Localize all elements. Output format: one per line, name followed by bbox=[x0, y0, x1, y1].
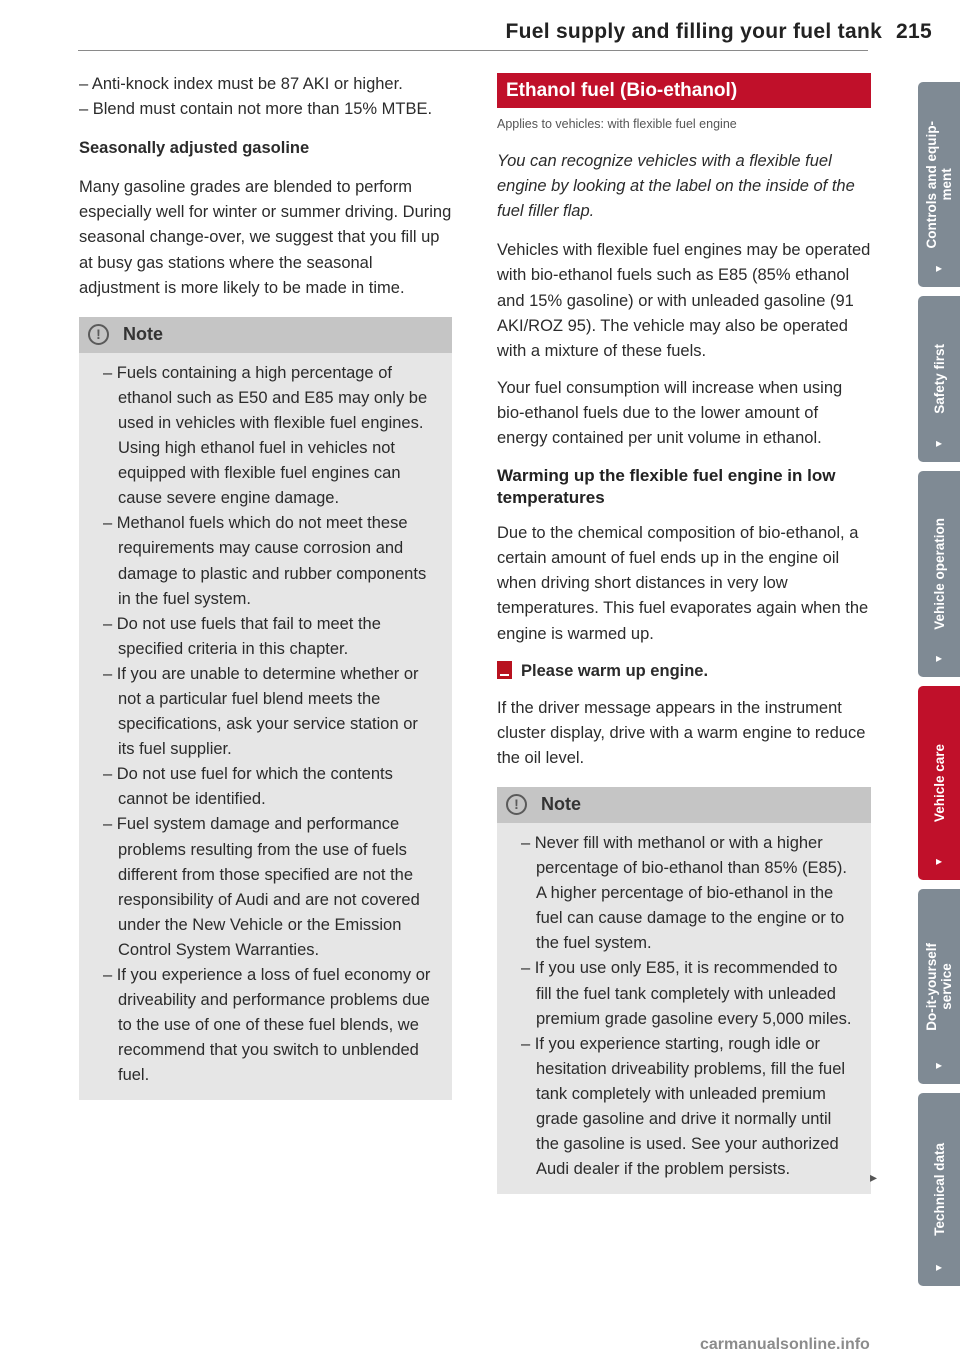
left-column bbox=[79, 72, 452, 1100]
chapter-tabs bbox=[918, 82, 960, 1295]
right-note-box bbox=[497, 787, 877, 1194]
tab-arrow-icon: ▸ bbox=[935, 651, 943, 665]
note-item: – Do not use fuels that fail to meet the specified criteria in this chapter. bbox=[103, 614, 381, 658]
note-item: – Fuels containing a high percentage of ethanol such as E50 and E85 may only be used in vehicles with flexible fuel engines. Using high ethanol fuel in vehicles not equipped with flexible fuel engines can cause severe engine damage. bbox=[103, 363, 428, 508]
paragraph: Vehicles with flexible fuel engines may be operated with bio-ethanol fuels such as E85 (85% ethanol and 15% gasoline) or with unleaded gasoline (91 AKI/ROZ 95). The vehicle may also be operated with a mixture of these fuels. bbox=[497, 241, 871, 360]
note-item: – If you experience starting, rough idle or hesitation driveability problems, fill the fuel tank completely with unleaded premium grade gasoline and drive it normally until the gasoline is used. See your authorized Audi dealer if the problem persists. bbox=[521, 1034, 846, 1179]
continue-arrow-icon: ▸ bbox=[869, 1169, 877, 1186]
note-item: – If you experience a loss of fuel economy or driveability and performance problems due to the use of one of these fuel blends, we recommend that you switch to unblended fuel. bbox=[103, 966, 431, 1085]
header-rule bbox=[78, 50, 868, 51]
driver-message bbox=[497, 659, 871, 684]
seasonal-text: Many gasoline grades are blended to perform especially well for winter or summer driving. During seasonal change-over, we suggest that you fill up at busy gas stations where the seasonal adjustment is more likely to be made in time. bbox=[79, 178, 452, 297]
note-item: – Methanol fuels which do not meet these requirements may cause corrosion and damage to plastic and rubber components in the fuel system. bbox=[103, 514, 427, 608]
note-item: – Never fill with methanol or with a higher percentage of bio-ethanol than 85% (E85). A higher percentage of bio-ethanol in the fuel can cause damage to the engine or to the fuel system. bbox=[521, 833, 847, 953]
note-item: – If you are unable to determine whether or not a particular fuel blend meets the specifications, ask your service station or its fuel supplier. bbox=[103, 664, 419, 759]
section-title: Ethanol fuel (Bio-ethanol) bbox=[497, 73, 871, 108]
tab-controls-and-equipment[interactable] bbox=[918, 82, 960, 287]
page-header bbox=[505, 20, 932, 44]
tab-label: Vehicle care bbox=[931, 743, 947, 823]
note-title: Note bbox=[123, 324, 163, 345]
warm-heading: Warming up the flexible fuel engine in low temperatures bbox=[497, 466, 836, 508]
note-title: Note bbox=[541, 794, 581, 815]
bullet-mtbe: – Blend must contain not more than 15% MTBE. bbox=[79, 100, 433, 119]
tab-label: Safety first bbox=[931, 344, 947, 414]
tab-arrow-icon: ▸ bbox=[935, 1260, 943, 1274]
tab-arrow-icon: ▸ bbox=[935, 854, 943, 868]
watermark: carmanualsonline.info bbox=[700, 1336, 870, 1353]
bullet-aki: – Anti-knock index must be 87 AKI or higher. bbox=[79, 75, 403, 93]
note-header bbox=[497, 787, 871, 823]
tab-arrow-icon: ▸ bbox=[935, 436, 943, 450]
header-title: Fuel supply and filling your fuel tank bbox=[505, 20, 883, 43]
page-number: 215 bbox=[896, 20, 932, 43]
tab-vehicle-operation[interactable] bbox=[918, 471, 960, 677]
tab-label: Vehicle operation bbox=[931, 518, 947, 630]
tab-do-it-yourself-service[interactable] bbox=[918, 889, 960, 1084]
note-item: – If you use only E85, it is recommended to fill the fuel tank completely with unleaded premium grade gasoline every 5,000 miles. bbox=[521, 959, 852, 1028]
tab-safety-first[interactable] bbox=[918, 296, 960, 462]
note-body bbox=[497, 823, 871, 1194]
driver-message-label: Please warm up engine. bbox=[521, 661, 709, 680]
note-item: – Fuel system damage and performance problems resulting from the use of fuels different from those specified are not the responsibility of Audi and are not covered under the New Vehicle or the Emission Control System Warranties. bbox=[103, 815, 420, 959]
tab-arrow-icon: ▸ bbox=[935, 1058, 943, 1072]
tab-label: Do-it-yourself service bbox=[924, 942, 954, 1031]
note-header bbox=[79, 317, 452, 353]
paragraph: If the driver message appears in the instrument cluster display, drive with a warm engine to reduce the oil level. bbox=[497, 698, 866, 767]
caution-icon: ! bbox=[88, 324, 109, 345]
note-body bbox=[79, 353, 452, 1101]
tab-arrow-icon: ▸ bbox=[935, 261, 943, 275]
seasonal-heading: Seasonally adjusted gasoline bbox=[79, 139, 310, 158]
right-column bbox=[497, 72, 877, 1194]
caution-icon: ! bbox=[506, 794, 527, 815]
applies-to: Applies to vehicles: with flexible fuel engine bbox=[497, 117, 737, 131]
tab-label: Technical data bbox=[931, 1143, 947, 1236]
left-note-box bbox=[79, 317, 452, 1101]
paragraph: Due to the chemical composition of bio-ethanol, a certain amount of fuel ends up in the engine oil when driving short distances in very low temperatures. This fuel evaporates again when the engine is warmed up. bbox=[497, 524, 869, 643]
paragraph: Your fuel consumption will increase when using bio-ethanol fuels due to the lower amount of energy contained per unit volume in ethanol. bbox=[497, 378, 843, 448]
note-item: – Do not use fuel for which the contents cannot be identified. bbox=[103, 765, 393, 809]
intro-text: You can recognize vehicles with a flexible fuel engine by looking at the label on the inside of the fuel filler flap. bbox=[497, 152, 855, 221]
oil-level-icon bbox=[497, 661, 512, 679]
tab-technical-data[interactable] bbox=[918, 1093, 960, 1286]
tab-vehicle-care[interactable] bbox=[918, 686, 960, 880]
tab-label: Controls and equip- ment bbox=[924, 120, 954, 249]
